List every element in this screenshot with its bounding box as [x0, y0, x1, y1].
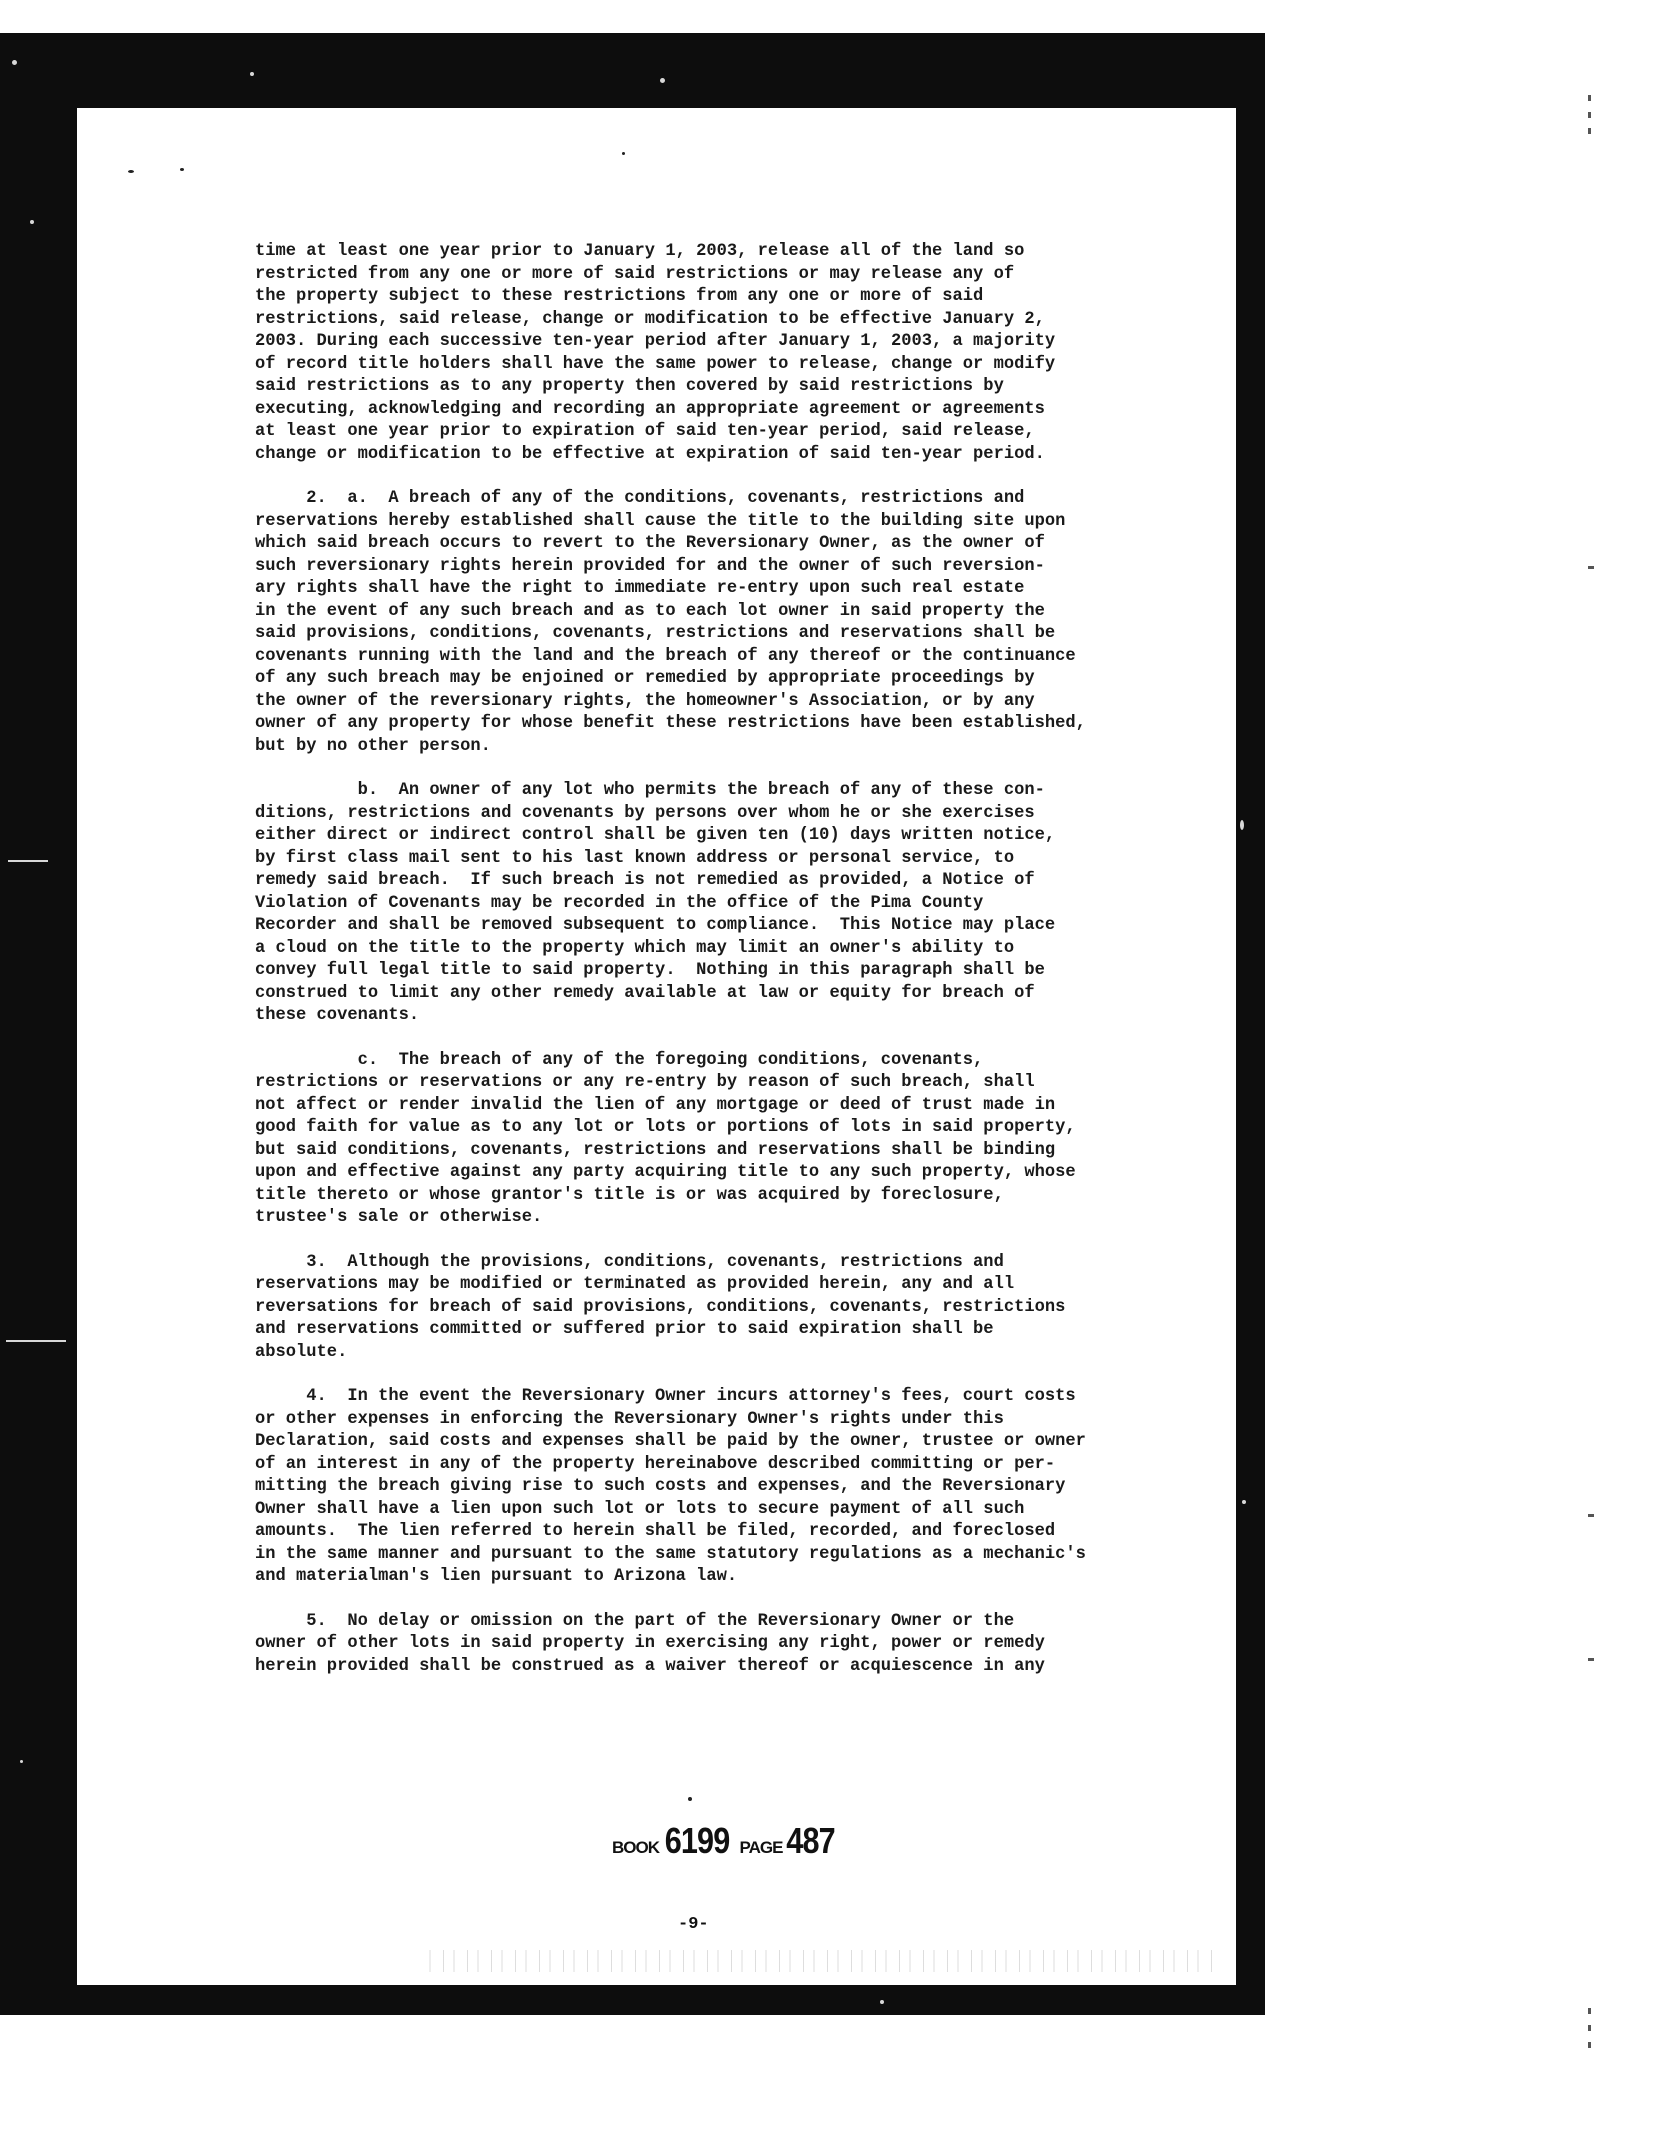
text-line: covenants running with the land and the breach of any thereof or the continuance — [255, 646, 1076, 666]
margin-mark — [1588, 1658, 1594, 1661]
text-line: owner of any property for whose benefit these restrictions have been established, — [255, 714, 1086, 733]
page-number: -9- — [678, 1915, 709, 1934]
text-line: of an interest in any of the property hereinabove described committing or per- — [255, 1454, 1056, 1474]
scan-speck — [660, 78, 665, 83]
margin-mark — [1588, 1514, 1594, 1517]
text-line: the property subject to these restrictions from any one or more of said — [255, 287, 984, 306]
scan-speck — [12, 60, 17, 65]
paper-mark — [128, 170, 134, 173]
paper-mark — [622, 152, 625, 155]
margin-mark — [1588, 2042, 1591, 2048]
text-line: a cloud on the title to the property which may limit an owner's ability to — [255, 938, 1015, 958]
text-line: Owner shall have a lien upon such lot or lots to secure payment of all such — [255, 1499, 1025, 1519]
text-line: trustee's sale or otherwise. — [255, 1208, 543, 1227]
text-line: restrictions, said release, change or modification to be effective January 2, — [255, 309, 1045, 329]
text-line: owner of other lots in said property in exercising any right, power or remedy — [255, 1634, 1045, 1653]
text-line: convey full legal title to said property. Nothing in this paragraph shall be — [255, 961, 1045, 980]
text-line: title thereto or whose grantor's title is or was acquired by foreclosure, — [255, 1185, 1004, 1205]
paper-mark — [180, 168, 184, 171]
text-line: not affect or render invalid the lien of any mortgage or deed of trust made in — [255, 1095, 1056, 1115]
scan-speck — [6, 1340, 66, 1342]
book-label: BOOK — [612, 1838, 659, 1857]
text-line: or other expenses in enforcing the Reversionary Owner's rights under this — [255, 1409, 1004, 1429]
text-line: in the event of any such breach and as to each lot owner in said property the — [255, 601, 1045, 621]
text-line: but said conditions, covenants, restrictions and reservations shall be binding — [255, 1140, 1056, 1160]
text-line: of record title holders shall have the same power to release, change or modify — [255, 354, 1056, 374]
text-line: such reversionary rights herein provided for and the owner of such reversion- — [255, 556, 1045, 576]
text-line: change or modification to be effective at expiration of said ten-year period. — [255, 444, 1045, 464]
page-label: PAGE — [739, 1838, 783, 1857]
paper-mark — [688, 1797, 692, 1801]
margin-mark — [1588, 2008, 1591, 2014]
text-line: in the same manner and pursuant to the same statutory regulations as a mechanic's — [255, 1544, 1086, 1564]
text-line: Declaration, said costs and expenses shall be paid by the owner, trustee or owner — [255, 1432, 1086, 1451]
text-line: said restrictions as to any property then covered by said restrictions by — [255, 377, 1004, 396]
text-line: ary rights shall have the right to immediate re-entry upon such real estate — [255, 579, 1025, 598]
text-line: but by no other person. — [255, 736, 491, 756]
text-line: either direct or indirect control shall be given ten (10) days written notice, — [255, 826, 1056, 845]
text-line: ditions, restrictions and covenants by persons over whom he or she exercises — [255, 803, 1035, 823]
text-line: these covenants. — [255, 1006, 420, 1025]
text-line: absolute. — [255, 1342, 348, 1362]
paragraph-gap — [255, 1028, 1190, 1050]
margin-mark — [1588, 566, 1594, 569]
text-line: b. An owner of any lot who permits the breach of any of these con- — [255, 781, 1045, 800]
paragraph-gap — [255, 758, 1190, 780]
text-line: Violation of Covenants may be recorded in the office of the Pima County — [255, 893, 984, 913]
scan-speck — [30, 220, 34, 224]
paragraph-gap — [255, 1230, 1190, 1252]
paragraph-gap — [255, 1364, 1190, 1386]
text-line: Recorder and shall be removed subsequent to compliance. This Notice may place — [255, 916, 1056, 935]
text-line: mitting the breach giving rise to such costs and expenses, and the Reversionary — [255, 1477, 1066, 1496]
paragraph-gap — [255, 466, 1190, 488]
scan-speck — [250, 72, 254, 76]
text-line: 5. No delay or omission on the part of the Reversionary Owner or the — [255, 1611, 1015, 1631]
document-body — [255, 241, 1190, 1678]
book-number: 6199 — [664, 1820, 730, 1861]
text-line: 2. a. A breach of any of the conditions, covenants, restrictions and — [255, 489, 1025, 508]
margin-mark — [1588, 2025, 1591, 2031]
paragraph-gap — [255, 1589, 1190, 1611]
text-line: by first class mail sent to his last known address or personal service, to — [255, 848, 1015, 868]
text-line: herein provided shall be construed as a waiver thereof or acquiescence in any — [255, 1656, 1045, 1676]
text-line: said provisions, conditions, covenants, restrictions and reservations shall be — [255, 624, 1056, 643]
page-value: 487 — [786, 1820, 836, 1861]
text-line: of any such breach may be enjoined or remedied by appropriate proceedings by — [255, 669, 1035, 688]
text-line: time at least one year prior to January 1, 2003, release all of the land so — [255, 242, 1025, 261]
scan-speck — [880, 2000, 884, 2004]
text-line: 4. In the event the Reversionary Owner incurs attorney's fees, court costs — [255, 1387, 1076, 1406]
text-line: amounts. The lien referred to herein shall be filed, recorded, and foreclosed — [255, 1522, 1056, 1541]
text-line: and reservations committed or suffered prior to said expiration shall be — [255, 1320, 994, 1339]
text-line: and materialman's lien pursuant to Arizona law. — [255, 1567, 738, 1586]
text-line: upon and effective against any party acquiring title to any such property, whose — [255, 1163, 1076, 1182]
text-line: c. The breach of any of the foregoing conditions, covenants, — [255, 1050, 984, 1070]
text-line: 2003. During each successive ten-year period after January 1, 2003, a majority — [255, 332, 1056, 351]
scan-speck — [1240, 820, 1244, 830]
text-line: restricted from any one or more of said restrictions or may release any of — [255, 264, 1015, 284]
text-line: reservations may be modified or terminated as provided herein, any and all — [255, 1275, 1015, 1294]
scan-speck — [8, 860, 48, 862]
scan-noise — [420, 1950, 1220, 1972]
text-line: 3. Although the provisions, conditions, covenants, restrictions and — [255, 1252, 1004, 1272]
margin-mark — [1588, 95, 1591, 101]
text-line: the owner of the reversionary rights, the homeowner's Association, or by any — [255, 691, 1035, 711]
scan-speck — [20, 1760, 23, 1763]
text-line: good faith for value as to any lot or lots or portions of lots in said property, — [255, 1118, 1076, 1137]
text-line: executing, acknowledging and recording an appropriate agreement or agreements — [255, 399, 1045, 419]
text-line: at least one year prior to expiration of said ten-year period, said release, — [255, 422, 1035, 441]
recording-stamp — [612, 1820, 840, 1862]
text-line: restrictions or reservations or any re-entry by reason of such breach, shall — [255, 1073, 1035, 1092]
text-line: reservations hereby established shall cause the title to the building site upon — [255, 511, 1066, 531]
scan-speck — [1242, 1500, 1246, 1504]
text-line: construed to limit any other remedy available at law or equity for breach of — [255, 983, 1035, 1003]
text-line: reversations for breach of said provisions, conditions, covenants, restrictions — [255, 1297, 1066, 1317]
margin-mark — [1588, 112, 1591, 118]
text-line: which said breach occurs to revert to the Reversionary Owner, as the owner of — [255, 534, 1045, 553]
margin-mark — [1588, 128, 1591, 134]
text-line: remedy said breach. If such breach is not remedied as provided, a Notice of — [255, 871, 1035, 890]
